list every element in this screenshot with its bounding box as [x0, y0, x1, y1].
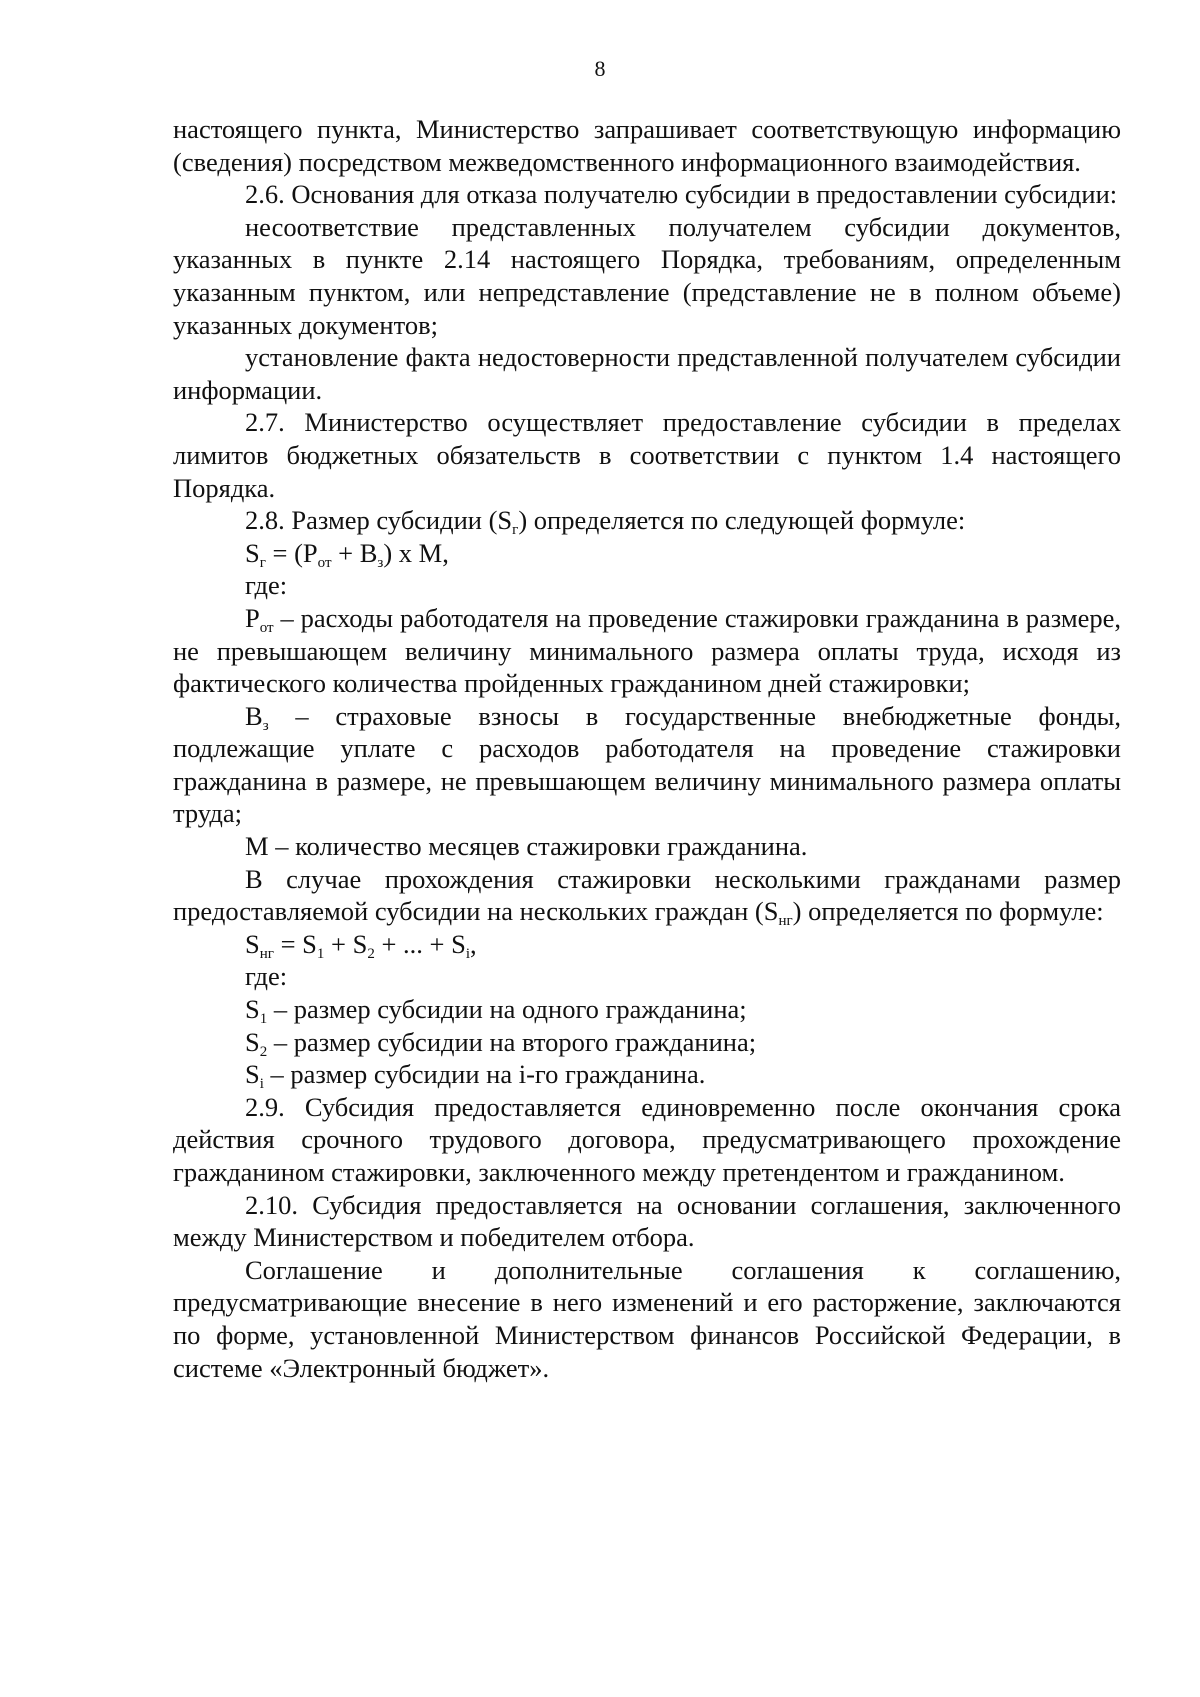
paragraph-agreement: Соглашение и дополнительные соглашения к соглашению, предусматривающие внесение в него изменений и его расторжение, заключаются по форме, установленной Министерством финансов Российской Федерации, в системе «Электронный бюджет». — [173, 1254, 1121, 1383]
paragraph-multiple-citizens: В случае прохождения стажировки несколькими гражданами размер предоставляемой субсидии на нескольких граждан $(S_{нг})$ определяется по формуле: — [173, 863, 1121, 930]
paragraph-2-9: 2.9. Субсидия предоставляется единовременно после окончания срока действия срочного трудового договора, предусматривающего прохождение гражданином стажировки, заключенного между претендентом и гражданином. — [173, 1091, 1121, 1187]
paragraph-2-8: 2.8. Размер субсидии $(S_г)$ определяется по следующей формуле: — [245, 505, 966, 539]
paragraph-refusal-ground-1: несоответствие представленных получателем субсидии документов, указанных в пункте 2.14 настоящего Порядка, требованиям, определенным указанным пунктом, или непредставление (представление не в полном объеме) указанных документов; — [173, 211, 1121, 340]
paragraph-continuation: настоящего пункта, Министерство запрашивает соответствующую информацию (сведения) посредством межведомственного информационного взаимодействия. — [173, 114, 1121, 177]
paragraph-2-6: 2.6. Основания для отказа получателю субсидии в предоставлении субсидии: — [245, 179, 1118, 210]
definition-p-ot: $P_{от}$ – расходы работодателя на проведение стажировки гражданина в размере, не превышающем величину минимального размера оплаты труда, исходя из фактического количества пройденных гражданином дней стажировки; — [173, 602, 1121, 699]
formula-multiple: $S_{нг} = S_1 + S_2$ + ... + $S_i$, — [245, 928, 477, 962]
definition-si: $S_i$ – размер субсидии на i-го гражданина. — [245, 1059, 706, 1093]
formula-subsidy: $S_г = (P_{от} + B_з)$ x M, — [245, 537, 449, 571]
definition-m: M – количество месяцев стажировки гражданина. — [245, 831, 808, 862]
definition-s1: $S_1$ – размер субсидии на одного гражданина; — [245, 994, 747, 1028]
where-label: где: — [245, 570, 288, 601]
paragraph-2-7: 2.7. Министерство осуществляет предоставление субсидии в пределах лимитов бюджетных обязательств в соответствии с пунктом 1.4 настоящего Порядка. — [173, 407, 1121, 503]
page-number: 8 — [594, 56, 606, 81]
definition-b-z: $B_з$ – страховые взносы в государственные внебюджетные фонды, подлежащие уплате с расходов работодателя на проведение стажировки гражданина в размере, не превышающем величину минимального размера оплаты труда; — [173, 700, 1121, 829]
paragraph-2-10: 2.10. Субсидия предоставляется на основании соглашения, заключенного между Министерством и победителем отбора. — [173, 1189, 1121, 1253]
paragraph-refusal-ground-2: установление факта недостоверности представленной получателем субсидии информации. — [173, 342, 1121, 405]
document-body — [173, 113, 1121, 1384]
where-label-2: где: — [245, 961, 288, 992]
definition-s2: $S_2$ – размер субсидии на второго гражданина; — [245, 1026, 757, 1060]
